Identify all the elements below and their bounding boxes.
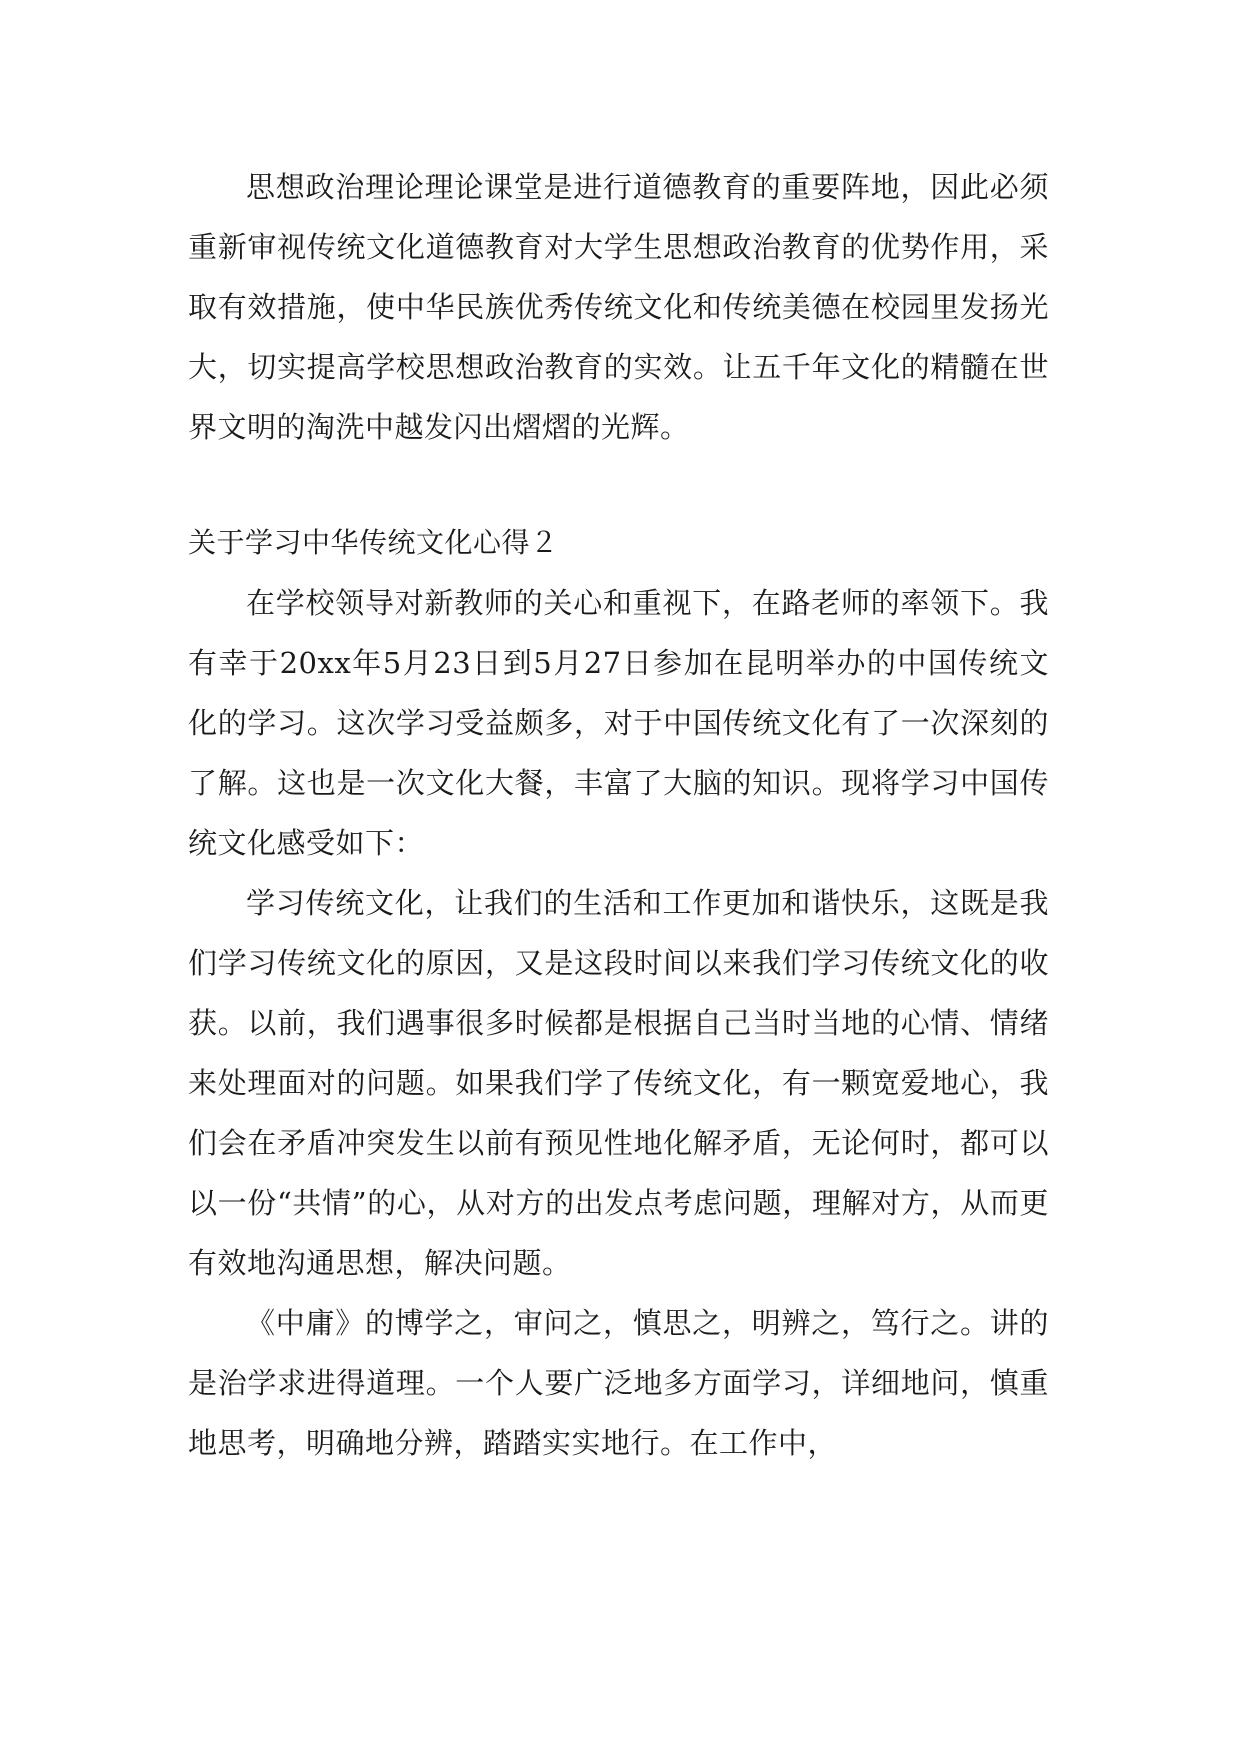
paragraph-1: 思想政治理论理论课堂是进行道德教育的重要阵地，因此必须重新审视传统文化道德教育对大学生思想政治教育的优势作用，采取有效措施，使中华民族优秀传统文化和传统美德在校园里发扬光大，切实提高学校思想政治教育的实效。让五千年文化的精髓在世界文明的淘洗中越发闪出熠熠的光辉。 — [188, 170, 1049, 444]
document-body — [188, 157, 1049, 1473]
paragraph-2: 在学校领导对新教师的关心和重视下，在路老师的率领下。我有幸于20xx年5月23日到5月27日参加在昆明举办的中国传统文化的学习。这次学习受益颇多，对于中国传统文化有了一次深刻的了解。这也是一次文化大餐，丰富了大脑的知识。现将学习中国传统文化感受如下： — [188, 586, 1049, 860]
paragraph-3: 学习传统文化，让我们的生活和工作更加和谐快乐，这既是我们学习传统文化的原因，又是这段时间以来我们学习传统文化的收获。以前，我们遇事很多时候都是根据自己当时当地的心情、情绪来处理面对的问题。如果我们学了传统文化，有一颗宽爱地心，我们会在矛盾冲突发生以前有预见性地化解矛盾，无论何时，都可以以一份“共情”的心，从对方的出发点考虑问题，理解对方，从而更有效地沟通思想，解决问题。 — [188, 886, 1049, 1280]
paragraph-4: 《中庸》的博学之，审问之，慎思之，明辨之，笃行之。讲的是治学求进得道理。一个人要广泛地多方面学习，详细地问，慎重地思考，明确地分辨，踏踏实实地行。在工作中， — [188, 1306, 1049, 1460]
section-title: 关于学习中华传统文化心得２ — [188, 526, 559, 559]
